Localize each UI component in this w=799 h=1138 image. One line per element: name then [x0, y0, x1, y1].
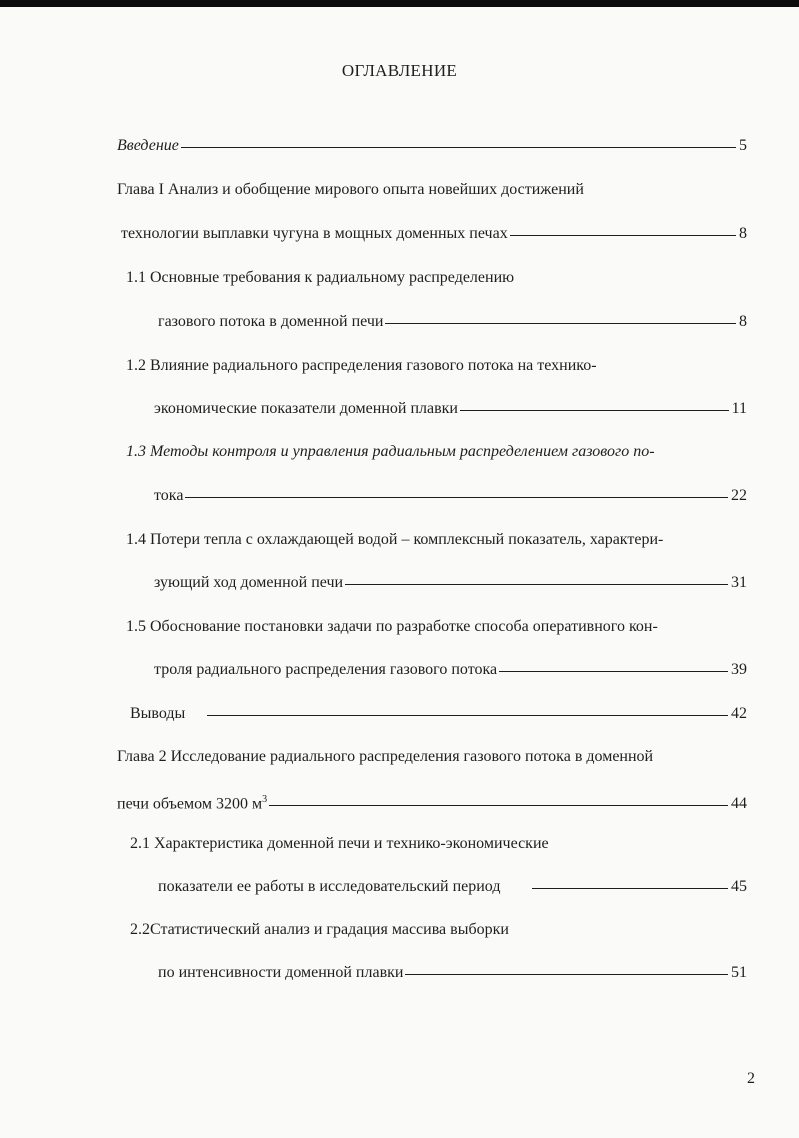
toc-entry-2-2[interactable]: [130, 920, 509, 940]
toc-entry-text: газового потока в доменной печи: [158, 313, 384, 330]
toc-entry-conclusions[interactable]: [130, 704, 747, 724]
leader-line: [185, 497, 728, 498]
toc-entry-text: 1.1 Основные требования к радиальному распределению: [126, 269, 515, 286]
toc-entry-text: 2.2Статистический анализ и градация массива выборки: [130, 921, 509, 938]
toc-entry-text: тока: [154, 487, 184, 504]
toc-entry-text: троля радиального распределения газового потока: [154, 661, 498, 678]
toc-entry-chapter2[interactable]: [117, 747, 653, 767]
toc-entry-1-3[interactable]: [126, 442, 655, 462]
leader-line: [405, 974, 728, 975]
toc-page-number: 8: [739, 225, 747, 242]
toc-entry-text: печи объемом 3200 $м^3$: [117, 794, 268, 813]
toc-entry-text: по интенсивности доменной плавки: [158, 964, 404, 981]
leader-line: [499, 671, 728, 672]
toc-entry-text: зующий ход доменной печи: [154, 574, 344, 591]
toc-entry-text: показатели ее работы в исследовательский период: [158, 878, 501, 895]
toc-entry-chapter1[interactable]: [117, 180, 584, 200]
toc-page-number: 22: [731, 487, 747, 504]
toc-entry-text: технологии выплавки чугуна в мощных доменных печах: [121, 225, 508, 242]
toc-entry-text: 1.2 Влияние радиального распределения газового потока на технико-: [126, 357, 597, 374]
toc-entry-1-1-cont[interactable]: [158, 312, 747, 332]
toc-page-number: 45: [731, 878, 747, 895]
toc-entry-chapter1-cont[interactable]: [121, 224, 747, 244]
toc-entry-text: 1.5 Обоснование постановки задачи по разработке способа оперативного кон-: [126, 618, 658, 635]
toc-entry-text: Глава I Анализ и обобщение мирового опыта новейших достижений: [117, 181, 584, 198]
toc-entry-2-1[interactable]: [130, 834, 549, 854]
superscript-3: 3: [262, 794, 268, 805]
toc-entry-2-1-cont[interactable]: [158, 877, 747, 897]
toc-page-number: 31: [731, 574, 747, 591]
toc-page-number: 42: [731, 705, 747, 722]
leader-line: [345, 584, 728, 585]
leader-line: [181, 147, 736, 148]
toc-entry-text: Глава 2 Исследование радиального распределения газового потока в доменной: [117, 748, 654, 765]
toc-entry-text: 1.3 Методы контроля и управления радиальным распределением газового по-: [126, 443, 655, 460]
leader-line: [207, 715, 728, 716]
toc-entry-2-2-cont[interactable]: [158, 963, 747, 983]
toc-page-number: 44: [731, 795, 747, 813]
toc-page-number: 8: [739, 313, 747, 330]
leader-line: [269, 805, 728, 806]
toc-entry-1-2[interactable]: [126, 356, 597, 376]
toc-page-number: 39: [731, 661, 747, 678]
toc-entry-1-5[interactable]: [126, 617, 658, 637]
toc-entry-intro[interactable]: [117, 136, 747, 156]
toc-entry-text: Введение: [117, 137, 179, 154]
leader-line: [385, 323, 736, 324]
toc-entry-1-3-cont[interactable]: [154, 486, 747, 506]
toc-entry-text: экономические показатели доменной плавки: [154, 400, 458, 417]
toc-page-number: 5: [739, 137, 747, 154]
leader-line: [510, 235, 736, 236]
toc-entry-text: Выводы: [130, 705, 186, 722]
page-number: 2: [747, 1070, 755, 1087]
toc-entry-text: 1.4 Потери тепла с охлаждающей водой – комплексный показатель, характери-: [126, 531, 664, 548]
leader-line: [460, 410, 729, 411]
scan-top-border: [0, 0, 799, 7]
toc-entry-1-2-cont[interactable]: [154, 399, 747, 419]
toc-entry-1-4[interactable]: [126, 530, 663, 550]
toc-entry-1-5-cont[interactable]: [154, 660, 747, 680]
toc-entry-text: 2.1 Характеристика доменной печи и технико-экономические: [130, 835, 549, 852]
leader-line: [532, 888, 728, 889]
toc-entry-1-1[interactable]: [126, 268, 514, 288]
toc-page-number: 51: [731, 964, 747, 981]
page-title: ОГЛАВЛЕНИЕ: [341, 61, 458, 80]
toc-entry-1-4-cont[interactable]: [154, 573, 747, 593]
toc-entry-chapter2-cont[interactable]: [117, 790, 747, 814]
toc-page-number: 11: [731, 400, 747, 417]
